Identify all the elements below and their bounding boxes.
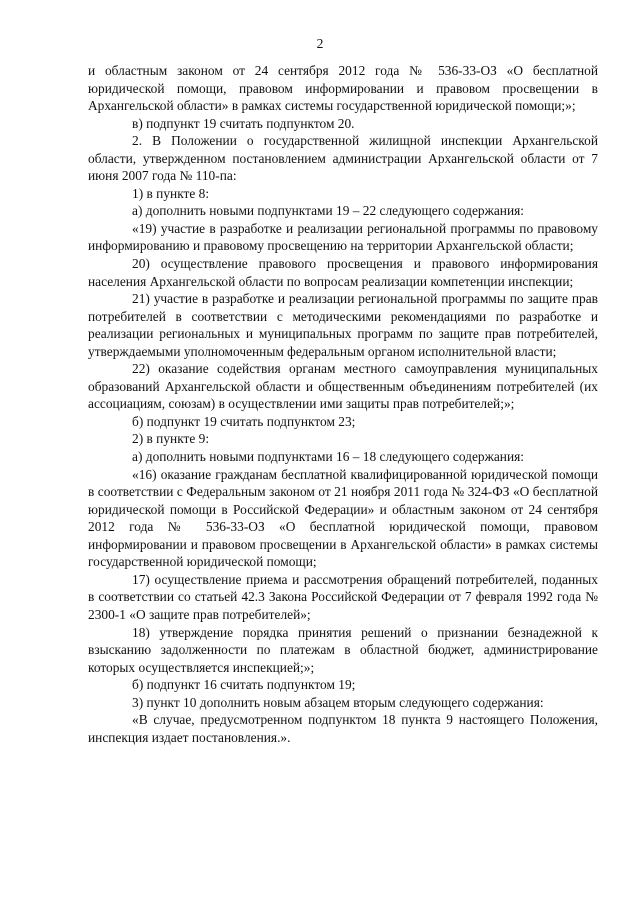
paragraph: 22) оказание содействия органам местного самоуправления муниципальных образований Архангельской области и общественным объединениям потребителей (их ассоциациям, союзам) в осуществлении ими защиты прав потребителей;»; <box>88 361 598 412</box>
paragraph: и областным законом от 24 сентября 2012 года № 536-33-ОЗ «О бесплатной юридической помощи, правовом информировании и правовом просвещении в Архангельской области» в рамках системы государственной юридической помощи;»; <box>88 63 598 114</box>
paragraph: «В случае, предусмотренном подпунктом 18 пункта 9 настоящего Положения, инспекция издает постановления.». <box>88 712 598 745</box>
page-number: 2 <box>316 36 324 51</box>
paragraph: «16) оказание гражданам бесплатной квалифицированной юридической помощи в соответствии с Федеральным законом от 21 ноября 2011 года № 324-ФЗ «О бесплатной юридической помощи в Российской Федерации» и областным законом от 24 сентября 2012 года № 536-33-ОЗ «О бесплатной юридической помощи, правовом информировании и правовом просвещении в Архангельской области» в рамках системы государственной юридической помощи; <box>88 466 598 570</box>
paragraph: 2) в пункте 9: <box>132 431 210 447</box>
paragraph: 21) участие в разработке и реализации региональной программы по защите прав потребителей в соответствии с методическими рекомендациями по разработке и реализации региональных и муниципальных программ по защите прав потребителей, утверждаемыми уполномоченным федеральным органом исполнительной власти; <box>88 291 598 359</box>
paragraph: б) подпункт 19 считать подпунктом 23; <box>132 413 356 429</box>
paragraph: а) дополнить новыми подпунктами 19 – 22 следующего содержания: <box>132 203 525 219</box>
paragraph: а) дополнить новыми подпунктами 16 – 18 следующего содержания: <box>132 449 525 465</box>
paragraph: 18) утверждение порядка принятия решений о признании безнадежной к взысканию задолженности по платежам в областной бюджет, администрирование которых осуществляется инспекцией;»; <box>88 624 598 675</box>
paragraph: б) подпункт 16 считать подпунктом 19; <box>132 677 356 693</box>
paragraph: 17) осуществление приема и рассмотрения обращений потребителей, поданных в соответствии со статьей 42.3 Закона Российской Федерации от 7 февраля 1992 года № 2300-1 «О защите прав потребителей»; <box>88 571 598 622</box>
paragraph: 3) пункт 10 дополнить новым абзацем вторым следующего содержания: <box>132 694 544 710</box>
paragraph: 20) осуществление правового просвещения и правового информирования населения Архангельской области по вопросам реализации компетенции инспекции; <box>88 256 598 289</box>
document-body <box>88 62 598 746</box>
paragraph: «19) участие в разработке и реализации региональной программы по правовому информированию и правовому просвещению на территории Архангельской области; <box>88 220 598 254</box>
paragraph: 2. В Положении о государственной жилищной инспекции Архангельской области, утвержденном постановлением администрации Архангельской области от 7 июня 2007 года № 110-па: <box>88 133 598 184</box>
paragraph: в) подпункт 19 считать подпунктом 20. <box>132 115 355 131</box>
paragraph: 1) в пункте 8: <box>132 185 210 201</box>
